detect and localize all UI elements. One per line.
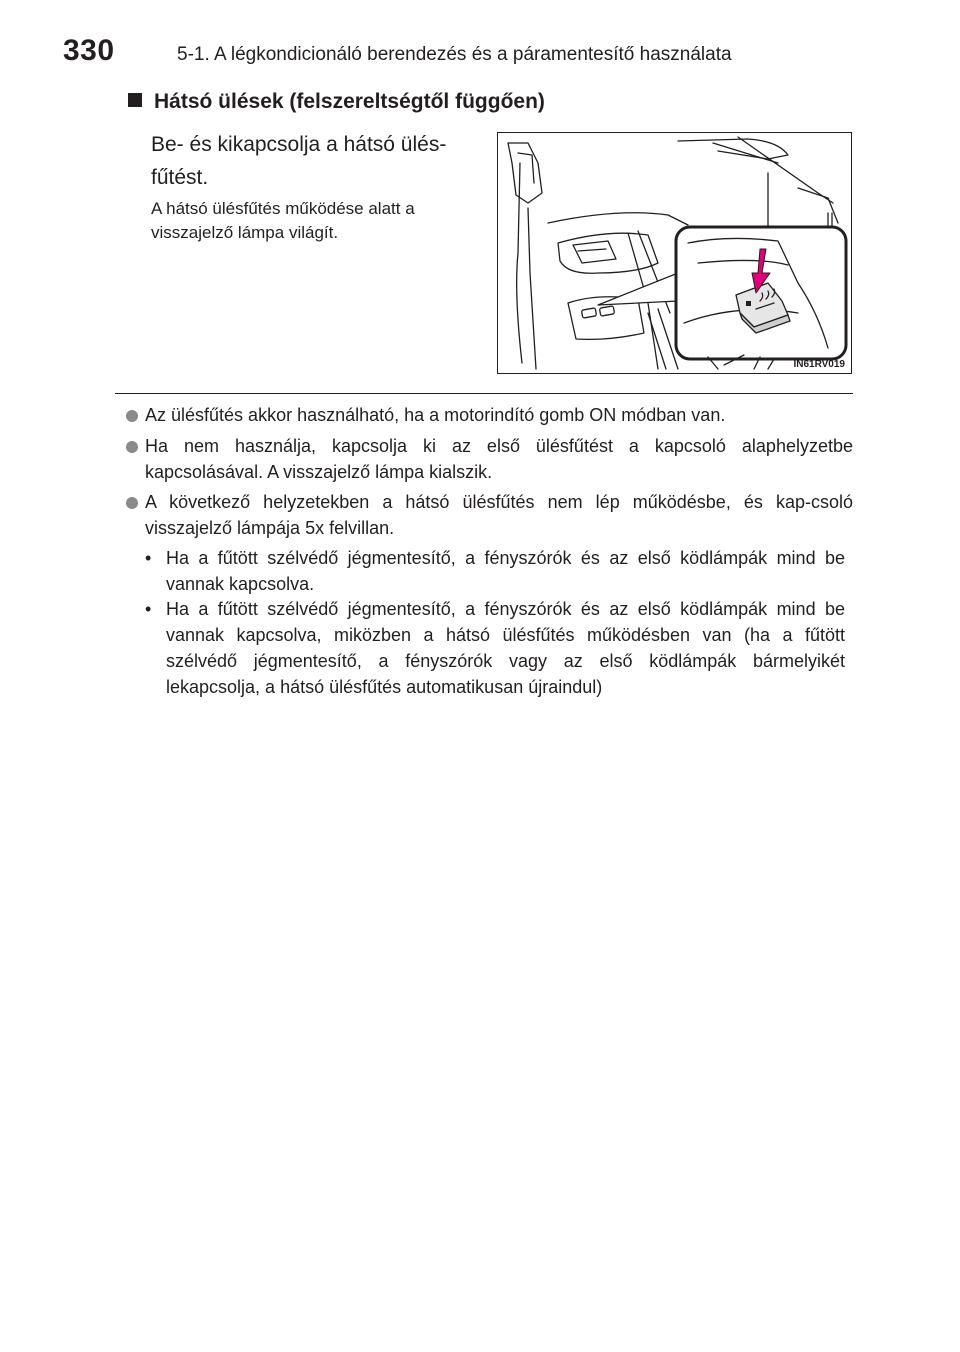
square-bullet-icon xyxy=(128,93,142,107)
sub-bullet-marker: • xyxy=(145,548,152,568)
note-text: A hátsó ülésfűtés működése alatt a visszajelző lámpa világít. xyxy=(151,199,415,242)
rear-seat-heater-illustration xyxy=(497,132,852,374)
section-title xyxy=(128,90,545,114)
list-item xyxy=(126,489,853,541)
car-door-panel-drawing xyxy=(498,133,852,374)
sub-list-item-text: Ha a fűtött szélvédő jégmentesítő, a fényszórók és az első ködlámpák mind be vannak kapcsolva, miközben a hátsó ülésfűtés működésben van (ha a fűtött szélvédő jégmentesítő, a fényszórók vagy az első ködlámpák bármelyikét lekapcsolja, a hátsó ülésfűtés automatikusan újraindul) xyxy=(166,599,845,697)
sub-list-item-text: Ha a fűtött szélvédő jégmentesítő, a fényszórók és az első ködlámpák mind be vannak kapcsolva. xyxy=(166,548,845,594)
sub-list-item xyxy=(145,545,845,597)
bullet-dot-icon xyxy=(126,410,138,422)
sub-list-item xyxy=(145,596,845,700)
list-item-text: Az ülésfűtés akkor használható, ha a motorindító gomb ON módban van. xyxy=(145,405,726,425)
sub-bullet-marker: • xyxy=(145,599,152,619)
page-number: 330 xyxy=(63,34,115,67)
section-title-text: Hátsó ülések (felszereltségtől függően) xyxy=(154,90,545,113)
section-divider xyxy=(115,393,853,394)
bullet-dot-icon xyxy=(126,497,138,509)
bullet-dot-icon xyxy=(126,441,138,453)
list-item xyxy=(126,402,853,428)
list-item-text: Ha nem használja, kapcsolja ki az első ülésfűtést a kapcsoló alaphelyzetbe kapcsolásával. A visszajelző lámpa kialszik. xyxy=(145,436,853,482)
list-item-text: A következő helyzetekben a hátsó ülésfűtés nem lép működésbe, és kap-csoló visszajelző lámpája 5x felvillan. xyxy=(145,492,853,538)
figure-code: IN61RV019 xyxy=(793,359,845,370)
list-item xyxy=(126,433,853,485)
instruction-text: Be- és kikapcsolja a hátsó ülés-fűtést. xyxy=(151,133,447,189)
chapter-heading: 5-1. A légkondicionáló berendezés és a páramentesítő használata xyxy=(177,44,732,65)
